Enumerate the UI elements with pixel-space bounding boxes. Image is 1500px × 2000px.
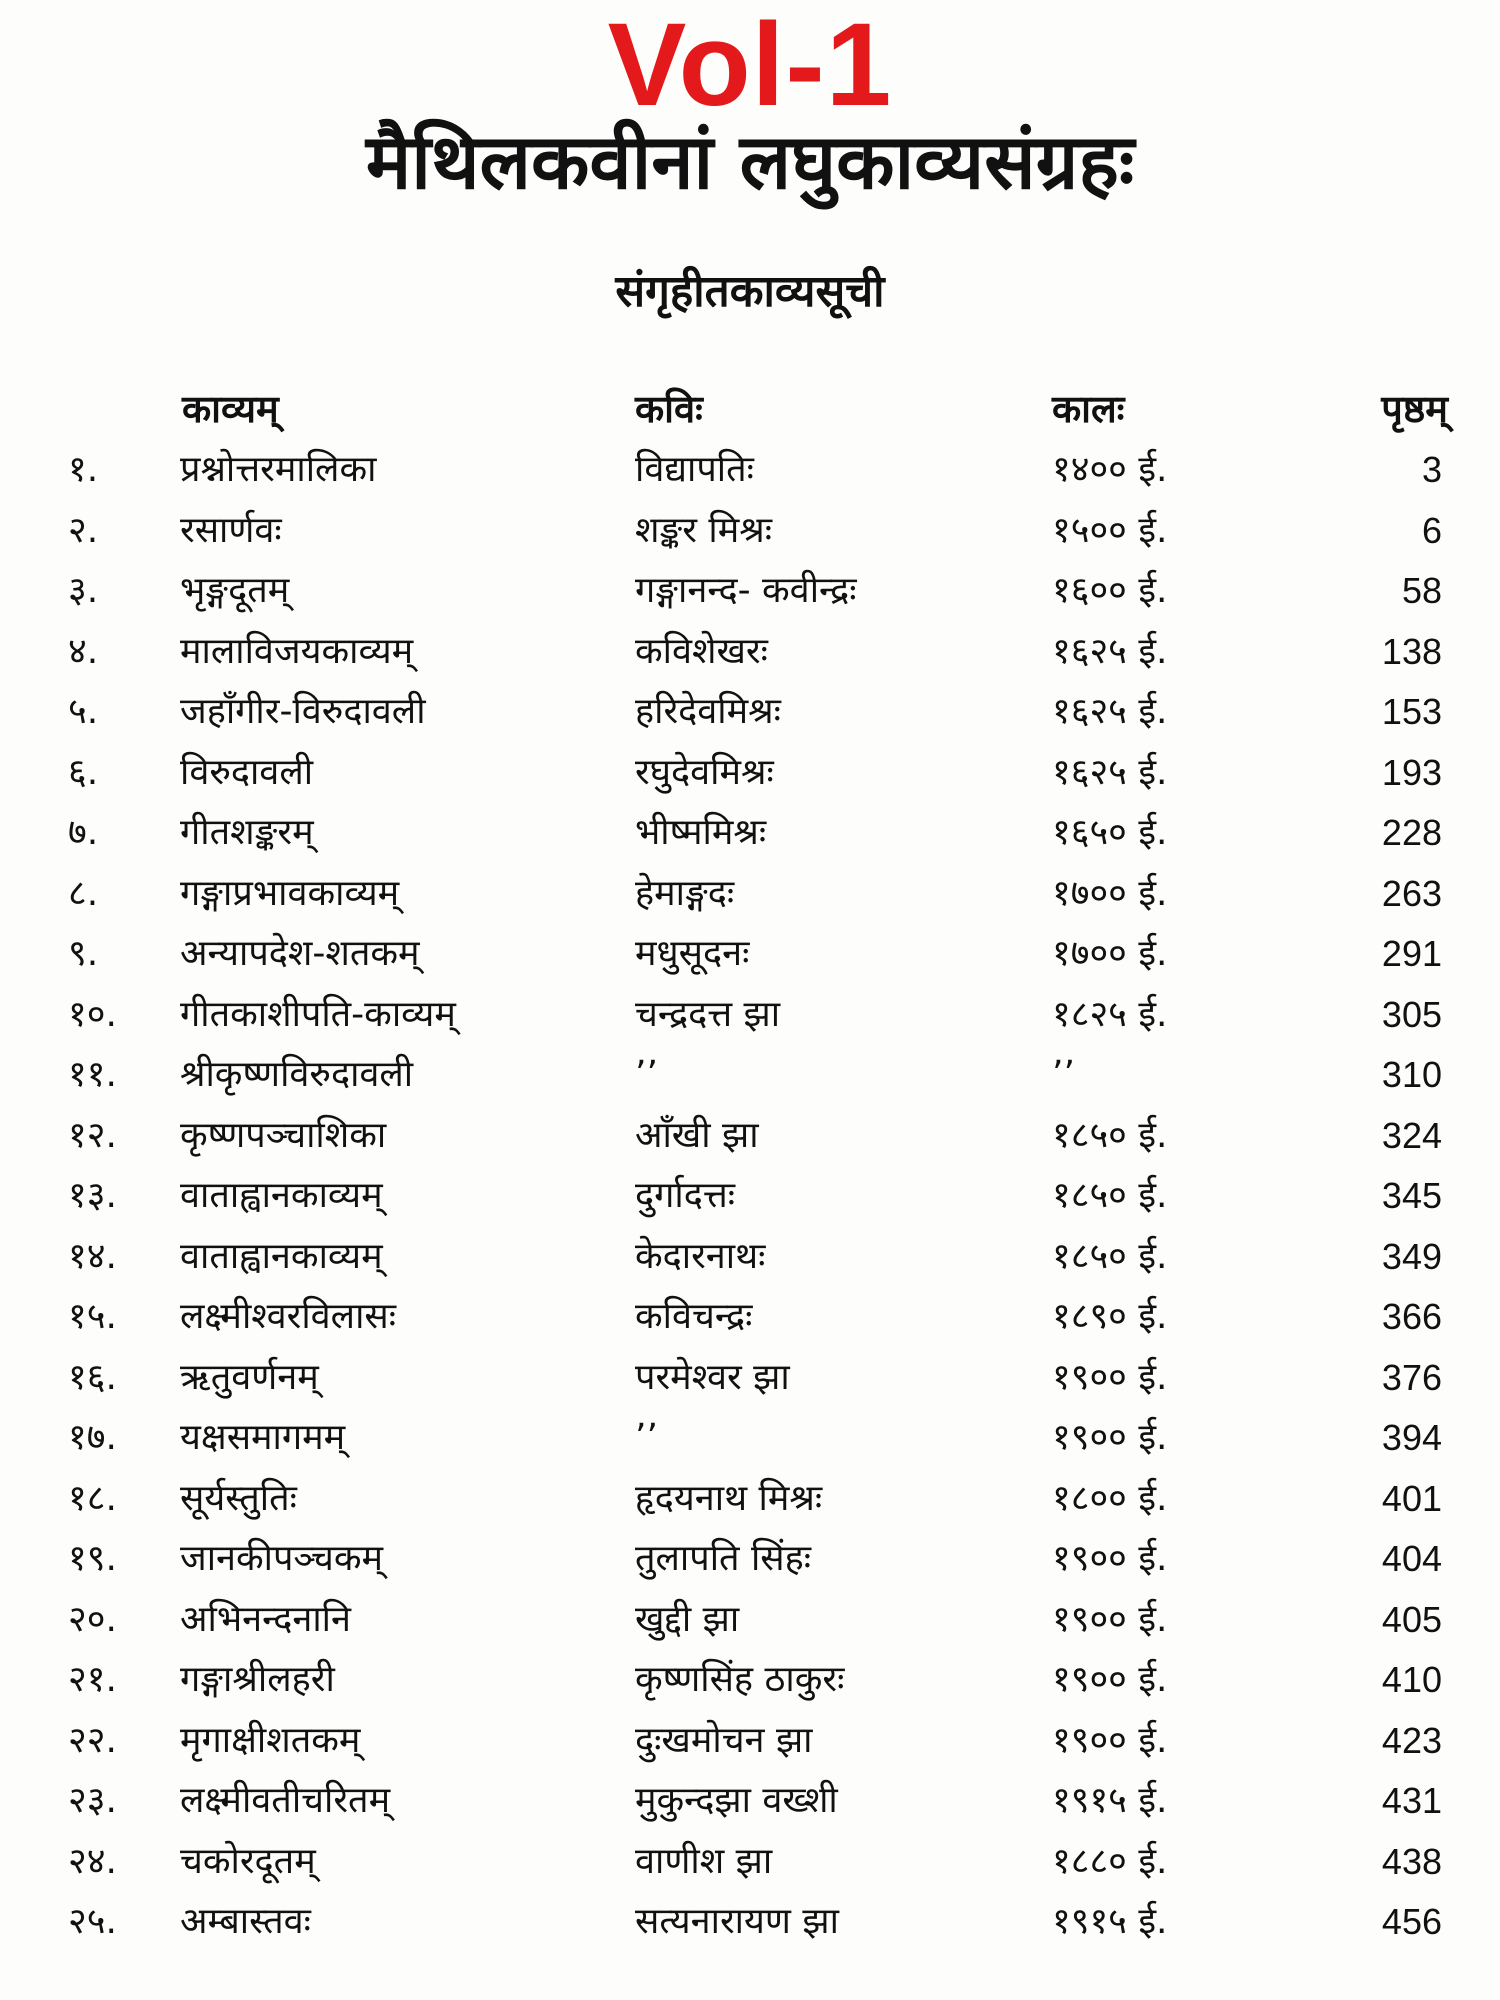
- column-header-page: पृष्ठम्: [1381, 387, 1448, 431]
- entry-work: रसार्णवः: [180, 509, 282, 551]
- table-row: [0, 1771, 1500, 1832]
- table-row: [0, 803, 1500, 864]
- entry-work: भृङ्गदूतम्: [180, 570, 290, 611]
- entry-poet: विद्यापतिः: [635, 449, 754, 490]
- entry-work: गीतकाशीपति-काव्यम्: [180, 993, 456, 1035]
- entry-work: चकोरदूतम्: [180, 1840, 316, 1882]
- entry-poet: शङ्कर मिश्रः: [635, 509, 773, 551]
- entry-period: १४०० ई.: [1052, 449, 1168, 490]
- table-row: [0, 1832, 1500, 1893]
- entry-number: २०.: [68, 1598, 117, 1640]
- entry-poet: कविचन्द्रः: [635, 1296, 753, 1337]
- entry-page: 138: [1381, 630, 1442, 672]
- entry-page: 263: [1381, 872, 1442, 914]
- entry-page: 438: [1381, 1840, 1442, 1882]
- entry-poet: दुर्गादत्तः: [635, 1175, 735, 1216]
- entry-page: 404: [1381, 1538, 1442, 1579]
- table-row: [0, 440, 1500, 501]
- book-title: मैथिलकवीनां लघुकाव्यसंग्रहः: [365, 117, 1135, 206]
- entry-number: १.: [68, 449, 99, 490]
- table-row: [0, 924, 1500, 985]
- entry-poet: दुःखमोचन झा: [635, 1719, 813, 1761]
- table-row: [0, 1348, 1500, 1409]
- entry-number: ५.: [68, 691, 99, 732]
- entry-period: १९१५ ई.: [1052, 1901, 1168, 1942]
- entry-period: १९०० ई.: [1052, 1417, 1168, 1458]
- entry-work: ऋतुवर्णनम्: [180, 1356, 319, 1398]
- entry-number: १३.: [68, 1175, 117, 1216]
- table-row: [0, 1469, 1500, 1530]
- entry-page: 431: [1381, 1780, 1442, 1821]
- entry-poet: हरिदेवमिश्रः: [635, 691, 781, 732]
- entry-work: सूर्यस्तुतिः: [180, 1477, 297, 1519]
- entry-work: गङ्गाश्रीलहरी: [180, 1659, 335, 1700]
- entry-number: ४.: [68, 630, 99, 672]
- entry-page: 228: [1381, 812, 1442, 853]
- entry-poet: गङ्गानन्द- कवीन्द्रः: [635, 570, 857, 611]
- entry-page: 291: [1381, 933, 1442, 974]
- table-row: [0, 1408, 1500, 1469]
- entry-work: अभिनन्दनानि: [180, 1598, 351, 1640]
- entry-poet: चन्द्रदत्त झा: [635, 993, 781, 1035]
- entry-number: १८.: [68, 1477, 117, 1519]
- entry-page: 345: [1381, 1175, 1442, 1216]
- entry-page: 376: [1381, 1356, 1442, 1398]
- entry-period: १८०० ई.: [1052, 1477, 1168, 1519]
- entry-period: १७०० ई.: [1052, 933, 1168, 974]
- contents-rows: [0, 440, 1500, 1953]
- table-row: [0, 1166, 1500, 1227]
- entry-period: १६२५ ई.: [1052, 691, 1168, 732]
- entry-poet: सत्यनारायण झा: [635, 1901, 839, 1942]
- entry-page: 405: [1381, 1598, 1442, 1640]
- volume-label: Vol-1: [607, 0, 893, 131]
- entry-page: 423: [1381, 1719, 1442, 1761]
- table-row: [0, 743, 1500, 804]
- entry-number: ३.: [68, 570, 99, 611]
- table-row: [0, 1287, 1500, 1348]
- entry-number: १७.: [68, 1417, 117, 1458]
- table-row: [0, 1892, 1500, 1953]
- entry-poet: कृष्णसिंह ठाकुरः: [635, 1659, 845, 1700]
- table-row: [0, 561, 1500, 622]
- entry-poet: ’’: [635, 1054, 658, 1095]
- entry-number: १२.: [68, 1114, 117, 1156]
- column-header-poet: कविः: [635, 387, 703, 431]
- entry-number: २१.: [68, 1659, 117, 1700]
- entry-period: १८९० ई.: [1052, 1296, 1168, 1337]
- entry-period: १६५० ई.: [1052, 812, 1168, 853]
- entry-number: २४.: [68, 1840, 117, 1882]
- entry-number: ११.: [68, 1054, 117, 1095]
- entry-work: लक्ष्मीवतीचरितम्: [180, 1780, 391, 1821]
- entry-period: १८५० ई.: [1052, 1235, 1168, 1277]
- entry-page: 349: [1381, 1235, 1442, 1277]
- entry-number: २.: [68, 509, 99, 551]
- entry-work: अम्बास्तवः: [180, 1901, 311, 1942]
- entry-poet: भीष्ममिश्रः: [635, 812, 767, 853]
- entry-number: ८.: [68, 872, 99, 914]
- entry-poet: हेमाङ्गदः: [635, 872, 735, 914]
- entry-page: 6: [1421, 509, 1442, 551]
- entry-page: 394: [1381, 1417, 1442, 1458]
- entry-page: 153: [1381, 691, 1442, 732]
- entry-work: जानकीपञ्चकम्: [180, 1538, 384, 1579]
- entry-page: 456: [1381, 1901, 1442, 1942]
- entry-period: १७०० ई.: [1052, 872, 1168, 914]
- entry-period: ’’: [1052, 1054, 1075, 1095]
- entry-page: 310: [1381, 1054, 1442, 1095]
- entry-period: १९०० ई.: [1052, 1356, 1168, 1398]
- entry-poet: मुकुन्दझा वख्शी: [635, 1780, 838, 1821]
- entry-period: १८८० ई.: [1052, 1840, 1168, 1882]
- entry-period: १५०० ई.: [1052, 509, 1168, 551]
- entry-page: 366: [1381, 1296, 1442, 1337]
- entry-poet: हृदयनाथ मिश्रः: [635, 1477, 823, 1519]
- entry-work: गङ्गाप्रभावकाव्यम्: [180, 872, 400, 914]
- entry-number: ६.: [68, 751, 99, 793]
- entry-work: विरुदावली: [180, 751, 314, 793]
- entry-number: १५.: [68, 1296, 117, 1337]
- table-row: [0, 1106, 1500, 1167]
- entry-poet: परमेश्वर झा: [635, 1356, 790, 1398]
- list-heading: संगृहीतकाव्यसूची: [615, 266, 885, 317]
- entry-poet: खुद्दी झा: [635, 1598, 740, 1640]
- entry-poet: कविशेखरः: [635, 630, 768, 672]
- entry-poet: केदारनाथः: [635, 1235, 766, 1277]
- entry-poet: रघुदेवमिश्रः: [635, 751, 774, 793]
- entry-page: 58: [1401, 570, 1442, 611]
- entry-work: लक्ष्मीश्वरविलासः: [180, 1296, 397, 1337]
- entry-period: १९०० ई.: [1052, 1719, 1168, 1761]
- contents-header-row: [0, 378, 1500, 440]
- table-row: [0, 1045, 1500, 1106]
- entry-page: 193: [1381, 751, 1442, 793]
- entry-number: १६.: [68, 1356, 117, 1398]
- entry-number: ९.: [68, 933, 99, 974]
- entry-period: १९०० ई.: [1052, 1659, 1168, 1700]
- entry-poet: वाणीश झा: [635, 1840, 773, 1882]
- entry-poet: ’’: [635, 1417, 658, 1458]
- entry-period: १८५० ई.: [1052, 1175, 1168, 1216]
- table-row: [0, 622, 1500, 683]
- entry-work: श्रीकृष्णविरुदावली: [180, 1054, 414, 1095]
- entry-work: यक्षसमागमम्: [180, 1417, 346, 1458]
- entry-period: १६०० ई.: [1052, 570, 1168, 611]
- table-row: [0, 1650, 1500, 1711]
- column-header-work: काव्यम्: [182, 387, 279, 431]
- entry-number: २५.: [68, 1901, 117, 1942]
- table-row: [0, 1711, 1500, 1772]
- entry-page: 305: [1381, 993, 1442, 1035]
- entry-period: १८२५ ई.: [1052, 993, 1168, 1035]
- entry-period: १६२५ ई.: [1052, 751, 1168, 793]
- entry-number: २२.: [68, 1719, 117, 1761]
- table-row: [0, 1529, 1500, 1590]
- entry-work: मृगाक्षीशतकम्: [180, 1719, 361, 1761]
- entry-page: 410: [1381, 1659, 1442, 1700]
- entry-number: १४.: [68, 1235, 117, 1277]
- table-row: [0, 864, 1500, 925]
- entry-work: अन्यापदेश-शतकम्: [180, 933, 420, 974]
- entry-period: १९०० ई.: [1052, 1598, 1168, 1640]
- column-header-period: कालः: [1052, 387, 1125, 431]
- entry-work: वाताह्वानकाव्यम्: [180, 1175, 383, 1216]
- entry-number: १९.: [68, 1538, 117, 1579]
- contents-table: [0, 378, 1500, 1953]
- entry-work: वाताह्वानकाव्यम्: [180, 1235, 383, 1277]
- entry-work: मालाविजयकाव्यम्: [180, 630, 414, 672]
- table-row: [0, 985, 1500, 1046]
- entry-poet: तुलापति सिंहः: [635, 1538, 812, 1579]
- entry-period: १९१५ ई.: [1052, 1780, 1168, 1821]
- entry-period: १८५० ई.: [1052, 1114, 1168, 1156]
- table-row: [0, 1590, 1500, 1651]
- table-row: [0, 1227, 1500, 1288]
- entry-work: प्रश्नोत्तरमालिका: [180, 449, 377, 490]
- entry-page: 324: [1381, 1114, 1442, 1156]
- entry-poet: मधुसूदनः: [635, 933, 750, 974]
- entry-number: १०.: [68, 993, 117, 1035]
- entry-work: कृष्णपञ्चाशिका: [180, 1114, 387, 1156]
- entry-period: १६२५ ई.: [1052, 630, 1168, 672]
- entry-number: ७.: [68, 812, 99, 853]
- entry-page: 401: [1381, 1477, 1442, 1519]
- table-row: [0, 501, 1500, 562]
- entry-work: गीतशङ्करम्: [180, 812, 314, 853]
- entry-number: २३.: [68, 1780, 117, 1821]
- entry-page: 3: [1421, 449, 1442, 490]
- entry-period: १९०० ई.: [1052, 1538, 1168, 1579]
- entry-poet: आँखी झा: [635, 1114, 759, 1156]
- entry-work: जहाँगीर-विरुदावली: [180, 691, 426, 732]
- table-row: [0, 682, 1500, 743]
